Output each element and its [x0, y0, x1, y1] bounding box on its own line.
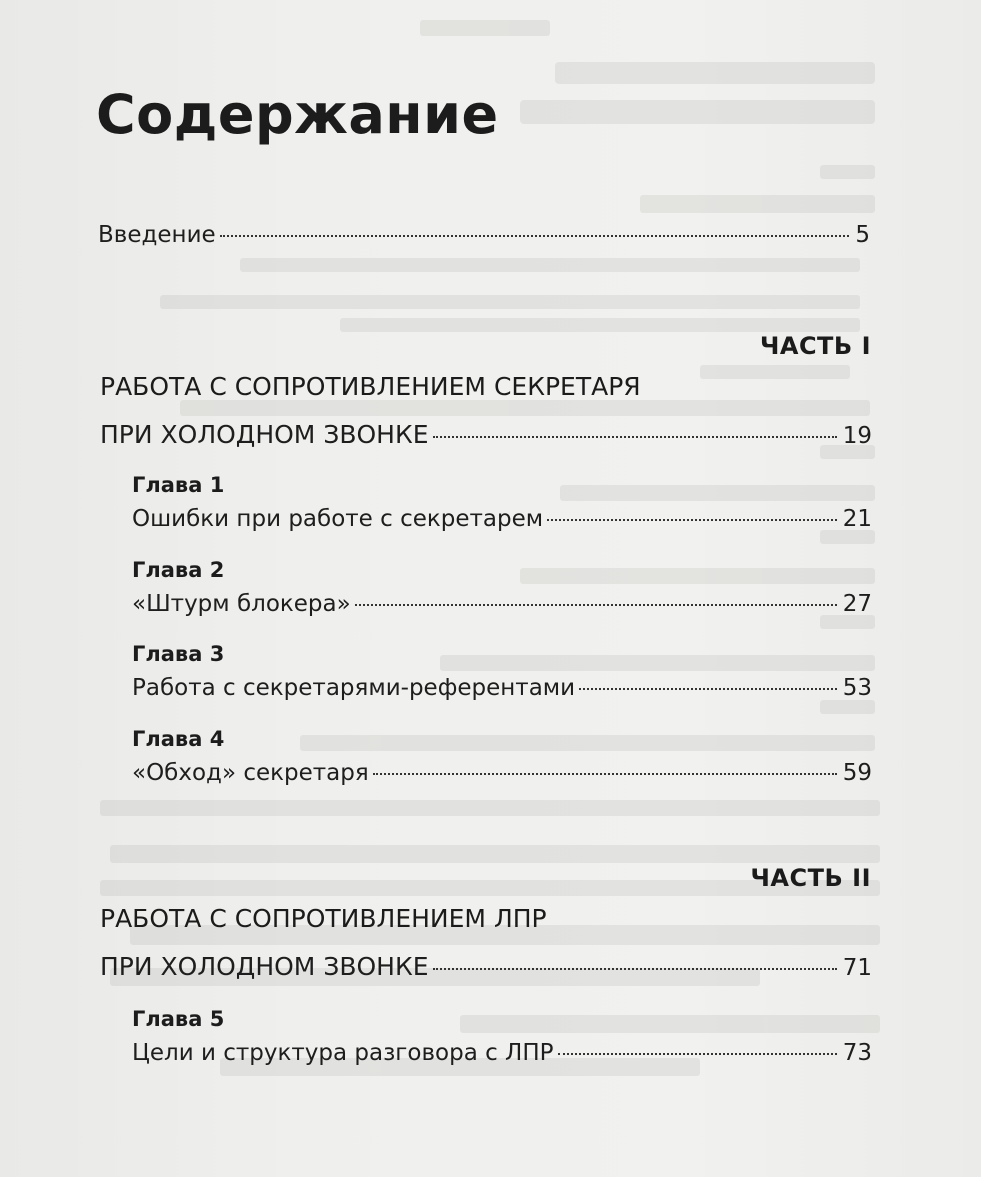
page-number: 71: [842, 955, 872, 981]
page-number: 53: [842, 675, 872, 701]
dot-leader: [558, 1053, 837, 1055]
part-title-line: РАБОТА С СОПРОТИВЛЕНИЕМ ЛПР: [100, 904, 547, 933]
chapter-heading: Глава 2: [132, 558, 225, 582]
chapter-title: «Обход» секретаря: [132, 760, 369, 786]
toc-entry-chapter: [132, 760, 872, 788]
chapter-title: Работа с секретарями-референтами: [132, 675, 576, 701]
page-number: 27: [842, 591, 872, 617]
chapter-title: Цели и структура разговора с ЛПР: [132, 1040, 554, 1066]
page-title: Содержание: [96, 83, 499, 146]
part-title-line: РАБОТА С СОПРОТИВЛЕНИЕМ СЕКРЕТАРЯ: [100, 372, 641, 401]
chapter-title: Ошибки при работе с секретарем: [132, 506, 544, 532]
part-title-line: ПРИ ХОЛОДНОМ ЗВОНКЕ: [100, 420, 429, 449]
toc-entry-chapter: [132, 675, 872, 703]
dot-leader: [433, 968, 837, 970]
toc-entry-chapter: [132, 1040, 872, 1068]
chapter-heading: Глава 4: [132, 727, 225, 751]
part-heading: ЧАСТЬ II: [750, 864, 871, 892]
part-heading: ЧАСТЬ I: [759, 332, 871, 360]
page-number: 73: [842, 1040, 872, 1066]
toc-entry-part: [100, 952, 872, 983]
page-number: 5: [855, 222, 870, 248]
page-number: 59: [842, 760, 872, 786]
page-number: 19: [842, 423, 872, 449]
dot-leader: [579, 688, 837, 690]
dot-leader: [373, 773, 837, 775]
toc-entry-chapter: [132, 591, 872, 619]
dot-leader: [547, 519, 837, 521]
toc-entry-intro: [98, 222, 870, 250]
chapter-heading: Глава 1: [132, 473, 225, 497]
dot-leader: [355, 604, 837, 606]
part-title-line: ПРИ ХОЛОДНОМ ЗВОНКЕ: [100, 952, 429, 981]
chapter-heading: Глава 5: [132, 1007, 225, 1031]
chapter-heading: Глава 3: [132, 642, 225, 666]
chapter-title: «Штурм блокера»: [132, 591, 351, 617]
page-number: 21: [842, 506, 872, 532]
toc-entry-part: [100, 420, 872, 451]
toc-entry-label: Введение: [98, 222, 216, 248]
dot-leader: [220, 235, 850, 237]
dot-leader: [433, 436, 837, 438]
toc-entry-chapter: [132, 506, 872, 534]
